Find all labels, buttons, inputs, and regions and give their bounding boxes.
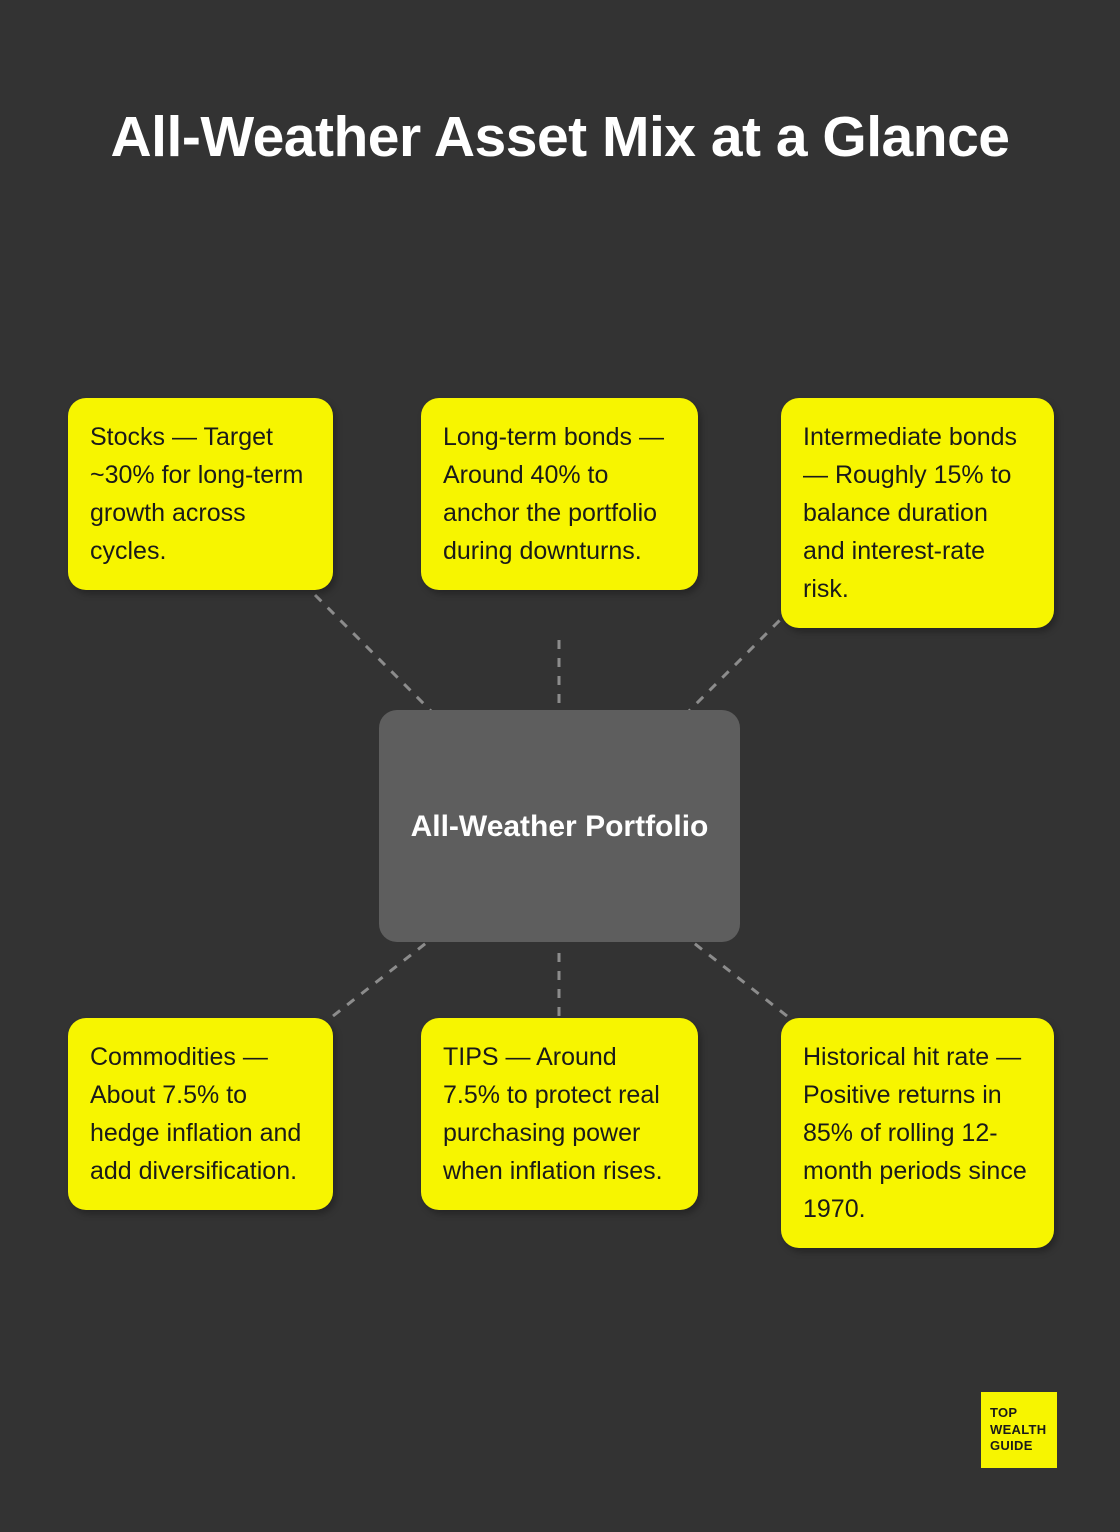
node-long-term-bonds: Long-term bonds — Around 40% to anchor the portfolio during downturns. <box>421 398 698 590</box>
page-title: All-Weather Asset Mix at a Glance <box>110 105 1010 169</box>
brand-logo-line3: GUIDE <box>990 1438 1033 1454</box>
brand-logo-line2: WEALTH <box>990 1421 1047 1437</box>
brand-logo <box>981 1392 1057 1468</box>
node-historical-hit-rate: Historical hit rate — Positive returns in 85% of rolling 12-month periods since 1970. <box>781 1018 1054 1248</box>
node-intermediate-bonds: Intermediate bonds — Roughly 15% to balance duration and interest-rate risk. <box>781 398 1054 628</box>
node-center-all-weather-portfolio: All-Weather Portfolio <box>379 710 740 942</box>
brand-logo-line1: TOP <box>990 1405 1018 1421</box>
connector-stocks <box>315 595 432 712</box>
node-tips: TIPS — Around 7.5% to protect real purchasing power when inflation rises. <box>421 1018 698 1210</box>
connector-commodities <box>333 940 430 1016</box>
node-commodities: Commodities — About 7.5% to hedge inflation and add diversification. <box>68 1018 333 1210</box>
node-stocks: Stocks — Target ~30% for long-term growth across cycles. <box>68 398 333 590</box>
connector-historical-hit-rate <box>690 940 787 1016</box>
